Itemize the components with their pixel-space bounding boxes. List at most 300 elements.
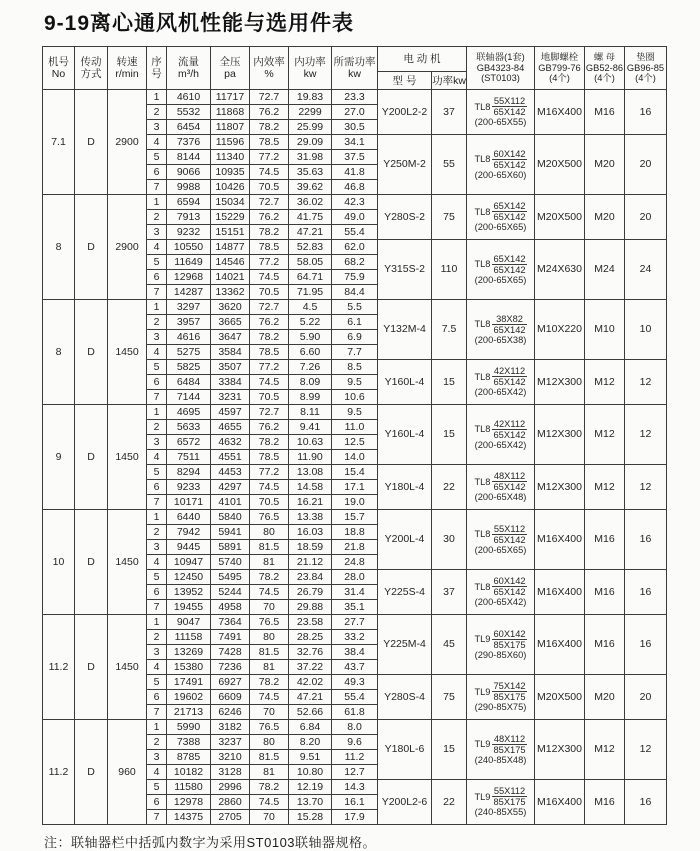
speed-cell: 1450	[108, 405, 147, 510]
nut-cell: M10	[585, 300, 625, 360]
flow-cell: 6440	[167, 510, 211, 525]
required-power-cell: 18.8	[332, 525, 378, 540]
pressure-cell: 3507	[211, 360, 250, 375]
internal-power-cell: 6.84	[289, 720, 332, 735]
coupling-size-fraction: $\frac{38X82}{65X142}$	[493, 313, 526, 335]
flow-cell: 4695	[167, 405, 211, 420]
efficiency-cell: 78.5	[250, 345, 289, 360]
internal-power-cell: 19.83	[289, 90, 332, 105]
nut-cell: M16	[585, 510, 625, 570]
seq-cell: 7	[147, 600, 167, 615]
pressure-cell: 2996	[211, 780, 250, 795]
internal-power-cell: 11.90	[289, 450, 332, 465]
efficiency-cell: 72.7	[250, 90, 289, 105]
internal-power-cell: 71.95	[289, 285, 332, 300]
motor-model-cell: Y160L-4	[378, 360, 432, 405]
flow-cell: 13952	[167, 585, 211, 600]
motor-power-cell: 37	[432, 570, 467, 615]
drive-mode-cell: D	[75, 90, 108, 195]
col-header-coupling-line2: GB4323-84	[476, 62, 525, 73]
required-power-cell: 41.8	[332, 165, 378, 180]
flow-cell: 12978	[167, 795, 211, 810]
coupling-type-label: TL8	[474, 424, 491, 434]
nut-cell: M16	[585, 570, 625, 615]
coupling-size-fraction: $\frac{48X112}{65X142}$	[493, 471, 526, 492]
seq-cell: 4	[147, 555, 167, 570]
anchor-bolt-cell: M20X500	[535, 195, 585, 240]
required-power-cell: 24.8	[332, 555, 378, 570]
internal-power-cell: 13.70	[289, 795, 332, 810]
motor-model-cell: Y200L-4	[378, 510, 432, 570]
pressure-cell: 13362	[211, 285, 250, 300]
header-row-1	[43, 47, 667, 72]
coupling-spec	[467, 366, 534, 398]
required-power-cell: 33.2	[332, 630, 378, 645]
anchor-bolt-cell: M24X630	[535, 240, 585, 300]
internal-power-cell: 23.58	[289, 615, 332, 630]
seq-cell: 1	[147, 615, 167, 630]
pressure-cell: 5891	[211, 540, 250, 555]
nut-cell: M20	[585, 195, 625, 240]
seq-cell: 4	[147, 345, 167, 360]
efficiency-cell: 81.5	[250, 645, 289, 660]
pressure-cell: 4101	[211, 495, 250, 510]
efficiency-cell: 78.5	[250, 450, 289, 465]
pressure-cell: 4297	[211, 480, 250, 495]
required-power-cell: 31.4	[332, 585, 378, 600]
pressure-cell: 6927	[211, 675, 250, 690]
pressure-cell: 3182	[211, 720, 250, 735]
anchor-bolt-cell: M16X400	[535, 780, 585, 825]
col-header-anchor-bolt-line2: GB799-76	[538, 62, 581, 73]
required-power-cell: 15.4	[332, 465, 378, 480]
flow-cell: 11158	[167, 630, 211, 645]
efficiency-cell: 78.5	[250, 135, 289, 150]
efficiency-cell: 74.5	[250, 585, 289, 600]
efficiency-cell: 76.2	[250, 315, 289, 330]
flow-cell: 19455	[167, 600, 211, 615]
machine-no-cell: 8	[43, 300, 75, 405]
pressure-cell: 10426	[211, 180, 250, 195]
machine-no-cell: 8	[43, 195, 75, 300]
col-header-anchor-bolt-line1: 地脚螺栓	[540, 52, 579, 63]
required-power-cell: 12.5	[332, 435, 378, 450]
seq-cell: 4	[147, 240, 167, 255]
anchor-bolt-cell: M20X500	[535, 135, 585, 195]
flow-cell: 9445	[167, 540, 211, 555]
anchor-bolt-cell: M12X300	[535, 720, 585, 780]
flow-cell: 9988	[167, 180, 211, 195]
internal-power-cell: 47.21	[289, 225, 332, 240]
nut-cell: M16	[585, 780, 625, 825]
motor-power-cell: 15	[432, 405, 467, 465]
coupling-bracket-spec: (200-65X42)	[474, 387, 527, 397]
efficiency-cell: 80	[250, 525, 289, 540]
pressure-cell: 11717	[211, 90, 250, 105]
required-power-cell: 30.5	[332, 120, 378, 135]
flow-cell: 7388	[167, 735, 211, 750]
table-row	[43, 510, 667, 525]
required-power-cell: 27.7	[332, 615, 378, 630]
coupling-bracket-spec: (200-65X38)	[474, 334, 527, 345]
nut-cell: M24	[585, 240, 625, 300]
anchor-bolt-cell: M12X300	[535, 465, 585, 510]
pressure-cell: 11340	[211, 150, 250, 165]
col-header-speed	[108, 47, 147, 90]
flow-cell: 9233	[167, 480, 211, 495]
coupling-spec	[467, 734, 534, 766]
seq-cell: 7	[147, 495, 167, 510]
internal-power-cell: 13.38	[289, 510, 332, 525]
col-header-flow-line1: 流量	[178, 56, 199, 68]
flow-cell: 8294	[167, 465, 211, 480]
coupling-size-fraction: $\frac{55X112}{65X142}$	[493, 96, 526, 117]
flow-cell: 5633	[167, 420, 211, 435]
anchor-bolt-cell: M12X300	[535, 360, 585, 405]
seq-cell: 4	[147, 135, 167, 150]
anchor-bolt-cell: M16X400	[535, 510, 585, 570]
washer-cell: 12	[625, 360, 667, 405]
coupling-size-fraction: $\frac{60X142}{85X175}$	[493, 628, 526, 650]
pressure-cell: 4655	[211, 420, 250, 435]
washer-cell: 16	[625, 90, 667, 135]
required-power-cell: 11.2	[332, 750, 378, 765]
efficiency-cell: 76.5	[250, 510, 289, 525]
flow-cell: 8144	[167, 150, 211, 165]
seq-cell: 2	[147, 315, 167, 330]
pressure-cell: 3210	[211, 750, 250, 765]
coupling-cell	[467, 90, 535, 135]
coupling-size-fraction: $\frac{55X112}{85X175}$	[493, 786, 526, 807]
drive-mode-cell: D	[75, 510, 108, 615]
coupling-cell	[467, 510, 535, 570]
seq-cell: 5	[147, 360, 167, 375]
col-header-machine-no	[43, 47, 75, 90]
internal-power-cell: 36.02	[289, 195, 332, 210]
motor-power-cell: 45	[432, 615, 467, 675]
pressure-cell: 4597	[211, 405, 250, 420]
nut-cell: M16	[585, 615, 625, 675]
efficiency-cell: 77.2	[250, 150, 289, 165]
coupling-cell	[467, 405, 535, 465]
col-header-drive-line1: 传动	[80, 56, 102, 68]
flow-cell: 9047	[167, 615, 211, 630]
flow-cell: 19602	[167, 690, 211, 705]
efficiency-cell: 74.5	[250, 270, 289, 285]
drive-mode-cell: D	[75, 195, 108, 300]
col-header-efficiency-line1: 内效率	[253, 56, 285, 68]
coupling-cell	[467, 780, 535, 825]
motor-model-cell: Y132M-4	[378, 300, 432, 360]
required-power-cell: 8.0	[332, 720, 378, 735]
seq-cell: 1	[147, 300, 167, 315]
seq-cell: 5	[147, 675, 167, 690]
pressure-cell: 6246	[211, 705, 250, 720]
table-row	[43, 195, 667, 210]
flow-cell: 7942	[167, 525, 211, 540]
col-header-flow-line2: m³/h	[178, 68, 199, 80]
efficiency-cell: 72.7	[250, 300, 289, 315]
required-power-cell: 27.0	[332, 105, 378, 120]
seq-cell: 7	[147, 810, 167, 825]
flow-cell: 17491	[167, 675, 211, 690]
col-header-coupling-line1: 联轴器(1套)	[476, 52, 525, 63]
speed-cell: 1450	[108, 510, 147, 615]
internal-power-cell: 37.22	[289, 660, 332, 675]
speed-cell: 2900	[108, 195, 147, 300]
washer-cell: 20	[625, 135, 667, 195]
coupling-type-label: TL8	[474, 529, 491, 539]
flow-cell: 7511	[167, 450, 211, 465]
efficiency-cell: 74.5	[250, 795, 289, 810]
required-power-cell: 61.8	[332, 705, 378, 720]
flow-cell: 3297	[167, 300, 211, 315]
internal-power-cell: 2299	[289, 105, 332, 120]
required-power-cell: 23.3	[332, 90, 378, 105]
coupling-type-label: TL9	[474, 686, 491, 697]
required-power-cell: 17.1	[332, 480, 378, 495]
seq-cell: 2	[147, 105, 167, 120]
col-header-internal-power-line2: kw	[303, 68, 317, 80]
col-header-machine-no-line1: 机号	[48, 56, 69, 68]
machine-no-cell: 10	[43, 510, 75, 615]
flow-cell: 4610	[167, 90, 211, 105]
coupling-spec	[467, 786, 534, 818]
coupling-spec	[467, 149, 534, 181]
coupling-spec	[467, 201, 534, 233]
pressure-cell: 5495	[211, 570, 250, 585]
flow-cell: 7144	[167, 390, 211, 405]
coupling-spec	[467, 629, 534, 661]
nut-cell: M20	[585, 675, 625, 720]
internal-power-cell: 10.63	[289, 435, 332, 450]
required-power-cell: 49.0	[332, 210, 378, 225]
pressure-cell: 3647	[211, 330, 250, 345]
pressure-cell: 10935	[211, 165, 250, 180]
pressure-cell: 2705	[211, 810, 250, 825]
motor-model-cell: Y200L2-2	[378, 90, 432, 135]
flow-cell: 9066	[167, 165, 211, 180]
flow-cell: 12450	[167, 570, 211, 585]
motor-model-cell: Y225M-4	[378, 615, 432, 675]
required-power-cell: 9.6	[332, 735, 378, 750]
internal-power-cell: 23.84	[289, 570, 332, 585]
col-header-speed-line2: r/min	[115, 68, 139, 80]
flow-cell: 12968	[167, 270, 211, 285]
coupling-size-fraction: $\frac{65X142}{65X142}$	[493, 201, 526, 222]
col-header-efficiency	[250, 47, 289, 90]
required-power-cell: 35.1	[332, 600, 378, 615]
drive-mode-cell: D	[75, 405, 108, 510]
motor-power-cell: 22	[432, 465, 467, 510]
col-header-required-power-line2: kw	[348, 68, 361, 80]
required-power-cell: 34.1	[332, 135, 378, 150]
page-title: 9-19离心通风机性能与选用件表	[44, 12, 355, 35]
speed-cell: 960	[108, 720, 147, 825]
seq-cell: 2	[147, 525, 167, 540]
internal-power-cell: 42.02	[289, 675, 332, 690]
col-header-internal-power	[289, 47, 332, 90]
required-power-cell: 8.5	[332, 360, 378, 375]
efficiency-cell: 70.5	[250, 180, 289, 195]
efficiency-cell: 78.2	[250, 675, 289, 690]
motor-power-cell: 15	[432, 720, 467, 780]
flow-cell: 11580	[167, 780, 211, 795]
seq-cell: 3	[147, 225, 167, 240]
coupling-cell	[467, 300, 535, 360]
col-header-nut	[585, 47, 625, 90]
efficiency-cell: 74.5	[250, 480, 289, 495]
required-power-cell: 10.6	[332, 390, 378, 405]
coupling-bracket-spec: (200-65X42)	[474, 439, 527, 450]
coupling-spec	[467, 524, 534, 556]
required-power-cell: 62.0	[332, 240, 378, 255]
washer-cell: 20	[625, 675, 667, 720]
nut-cell: M12	[585, 405, 625, 465]
coupling-size-fraction: $\frac{75X142}{85X175}$	[493, 681, 526, 702]
coupling-type-label: TL8	[474, 206, 491, 217]
internal-power-cell: 35.63	[289, 165, 332, 180]
required-power-cell: 9.5	[332, 405, 378, 420]
required-power-cell: 7.7	[332, 345, 378, 360]
coupling-size-fraction: $\frac{65X142}{65X142}$	[493, 253, 526, 275]
coupling-size-fraction: $\frac{55X112}{65X142}$	[493, 523, 526, 545]
flow-cell: 5275	[167, 345, 211, 360]
col-header-efficiency-line2: %	[264, 68, 274, 80]
pressure-cell: 3237	[211, 735, 250, 750]
pressure-cell: 11807	[211, 120, 250, 135]
seq-cell: 6	[147, 690, 167, 705]
flow-cell: 6454	[167, 120, 211, 135]
internal-power-cell: 8.20	[289, 735, 332, 750]
internal-power-cell: 47.21	[289, 690, 332, 705]
coupling-type-label: TL9	[474, 791, 491, 802]
flow-cell: 14375	[167, 810, 211, 825]
motor-power-cell: 110	[432, 240, 467, 300]
efficiency-cell: 77.2	[250, 360, 289, 375]
required-power-cell: 38.4	[332, 645, 378, 660]
efficiency-cell: 81	[250, 660, 289, 675]
efficiency-cell: 76.5	[250, 720, 289, 735]
efficiency-cell: 70	[250, 600, 289, 615]
motor-power-cell: 55	[432, 135, 467, 195]
coupling-bracket-spec: (200-65X55)	[474, 117, 527, 127]
pressure-cell: 15034	[211, 195, 250, 210]
required-power-cell: 12.7	[332, 765, 378, 780]
coupling-bracket-spec: (240-85X48)	[474, 754, 527, 765]
motor-power-cell: 75	[432, 195, 467, 240]
flow-cell: 21713	[167, 705, 211, 720]
col-header-required-power-line1: 所需功率	[333, 56, 376, 68]
seq-cell: 1	[147, 90, 167, 105]
seq-cell: 4	[147, 660, 167, 675]
flow-cell: 7913	[167, 210, 211, 225]
internal-power-cell: 8.99	[289, 390, 332, 405]
efficiency-cell: 78.2	[250, 120, 289, 135]
efficiency-cell: 72.7	[250, 405, 289, 420]
efficiency-cell: 77.2	[250, 255, 289, 270]
efficiency-cell: 76.2	[250, 105, 289, 120]
pressure-cell: 3384	[211, 375, 250, 390]
pressure-cell: 14546	[211, 255, 250, 270]
coupling-type-label: TL8	[474, 581, 491, 592]
anchor-bolt-cell: M20X500	[535, 675, 585, 720]
machine-no-cell: 9	[43, 405, 75, 510]
table-header	[43, 47, 667, 90]
motor-model-cell: Y180L-4	[378, 465, 432, 510]
col-header-nut-line2: GB52-86	[585, 62, 624, 73]
internal-power-cell: 39.62	[289, 180, 332, 195]
internal-power-cell: 12.19	[289, 780, 332, 795]
internal-power-cell: 41.75	[289, 210, 332, 225]
pressure-cell: 11596	[211, 135, 250, 150]
efficiency-cell: 72.7	[250, 195, 289, 210]
speed-cell: 1450	[108, 300, 147, 405]
required-power-cell: 55.4	[332, 225, 378, 240]
pressure-cell: 4551	[211, 450, 250, 465]
flow-cell: 10947	[167, 555, 211, 570]
internal-power-cell: 16.21	[289, 495, 332, 510]
drive-mode-cell: D	[75, 615, 108, 720]
internal-power-cell: 14.58	[289, 480, 332, 495]
flow-cell: 14287	[167, 285, 211, 300]
motor-power-cell: 7.5	[432, 300, 467, 360]
internal-power-cell: 5.22	[289, 315, 332, 330]
internal-power-cell: 6.60	[289, 345, 332, 360]
pressure-cell: 11868	[211, 105, 250, 120]
coupling-cell	[467, 615, 535, 675]
coupling-spec	[467, 254, 534, 286]
seq-cell: 5	[147, 255, 167, 270]
col-header-internal-power-line1: 内功率	[294, 56, 326, 68]
table-body	[43, 90, 667, 825]
internal-power-cell: 64.71	[289, 270, 332, 285]
washer-cell: 10	[625, 300, 667, 360]
coupling-size-fraction: $\frac{42X112}{65X142}$	[493, 366, 526, 387]
efficiency-cell: 80	[250, 630, 289, 645]
col-header-flow	[167, 47, 211, 90]
coupling-spec	[467, 681, 534, 713]
seq-cell: 7	[147, 285, 167, 300]
seq-cell: 3	[147, 540, 167, 555]
pressure-cell: 3665	[211, 315, 250, 330]
efficiency-cell: 81.5	[250, 540, 289, 555]
col-header-pressure	[211, 47, 250, 90]
washer-cell: 24	[625, 240, 667, 300]
seq-cell: 6	[147, 270, 167, 285]
seq-cell: 1	[147, 405, 167, 420]
washer-cell: 12	[625, 405, 667, 465]
internal-power-cell: 32.76	[289, 645, 332, 660]
seq-cell: 3	[147, 330, 167, 345]
col-header-seq	[147, 47, 167, 90]
seq-cell: 6	[147, 480, 167, 495]
nut-cell: M12	[585, 360, 625, 405]
pressure-cell: 4632	[211, 435, 250, 450]
required-power-cell: 6.1	[332, 315, 378, 330]
required-power-cell: 17.9	[332, 810, 378, 825]
pressure-cell: 5840	[211, 510, 250, 525]
coupling-spec	[467, 96, 534, 128]
internal-power-cell: 15.28	[289, 810, 332, 825]
coupling-cell	[467, 135, 535, 195]
internal-power-cell: 52.66	[289, 705, 332, 720]
pressure-cell: 14877	[211, 240, 250, 255]
internal-power-cell: 31.98	[289, 150, 332, 165]
machine-no-cell: 11.2	[43, 720, 75, 825]
seq-cell: 4	[147, 765, 167, 780]
required-power-cell: 14.0	[332, 450, 378, 465]
